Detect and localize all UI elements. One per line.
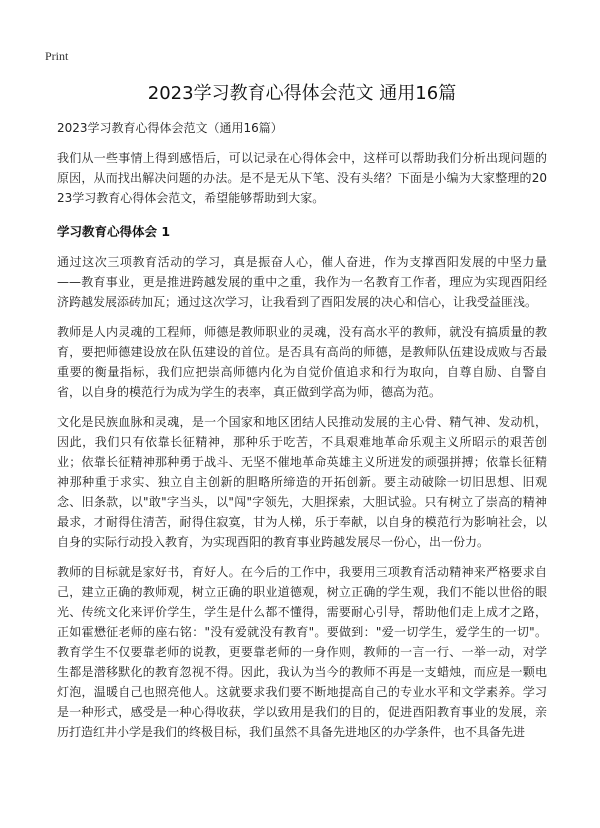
body-paragraph-3: 文化是民族血脉和灵魂，是一个国家和地区团结人民推动发展的主心骨、精气神、发动机，因此，我们只有依靠长征精神，那种乐于吃苦，不具艰难地革命乐观主义所昭示的艰苦创业；依靠长征精神那种勇于战斗、无坚不催地革命英雄主义所迸发的顽强拼搏；依靠长征精神那种重于求实、独立自主创新的胆略所缔造的开拓创新。要主动破除一切旧思想、旧观念、旧条款，以"敢"字当头，以"闯"字领先，大胆探索，大胆试验。只有树立了崇高的精神最求，才耐得住清苦，耐得住寂寞，甘为人梯，乐于奉献，以自身的模范行为影响社会，以自身的实际行动投入教育，为实现酉阳的教育事业跨越发展尽一份心，出一份力。 <box>57 415 547 549</box>
document-subtitle: 2023学习教育心得体会范文（通用16篇） <box>57 121 283 135</box>
document-body <box>57 80 547 752</box>
body-paragraph-4: 教师的目标就是家好书，育好人。在今后的工作中，我要用三项教育活动精神来严格要求自己，建立正确的教师观，树立正确的职业道德观，树立正确的学生观，我们不能以世俗的眼光、传统文化来评价学生，学生是什么都不懂得，需要耐心引导，帮助他们走上成才之路，正如霍懋征老师的座右铭："没有爱就没有教育"。要做到："爱一切学生，爱学生的一切"。教育学生不仅要靠老师的说教，更要靠老师的一身作则，教师的一言一行、一举一动，对学生都是潜移默化的教育忽视不得。因此，我认为当今的教师不再是一支蜡烛，而应是一颗电灯泡，温暖自己也照亮他人。这就要求我们要不断地提高自己的专业水平和文学素养。学习是一种形式，感受是一种心得收获，学以致用是我们的目的，促进酉阳教育事业的发展，亲历打造红井小学是我们的终极目标，我们虽然不具备先进地区的办学条件，也不具备先进 <box>57 565 547 739</box>
body-paragraph-2: 教师是人内灵魂的工程师，师德是教师职业的灵魂，没有高水平的教师，就没有搞质量的教育，要把师德建设放在队伍建设的首位。是否具有高尚的师德，是教师队伍建设成败与否最重要的衡量指标，我们应把崇高师德内化为自觉价值追求和行为取向，自尊自励、自警自省，以自身的模范行为成为学生的表率，真正做到学高为师，德高为范。 <box>57 325 547 399</box>
document-title: 2023学习教育心得体会范文 通用16篇 <box>147 83 457 104</box>
print-link[interactable]: Print <box>45 49 69 63</box>
body-paragraph-1: 通过这次三项教育活动的学习，真是振奋人心，催人奋进，作为支撑酉阳发展的中坚力量——教育事业，更是推进跨越发展的重中之重，我作为一名教育工作者，理应为实现酉阳经济跨越发展添砖加瓦；通过这次学习，让我看到了酉阳发展的决心和信心，让我受益匪浅。 <box>57 255 547 309</box>
section-heading: 学习教育心得体会 1 <box>57 224 171 239</box>
intro-paragraph: 我们从一些事情上得到感悟后，可以记录在心得体会中，这样可以帮助我们分析出现问题的原因，从而找出解决问题的办法。是不是无从下笔、没有头绪？下面是小编为大家整理的2023学习教育心得体会范文，希望能够帮助到大家。 <box>57 151 547 205</box>
